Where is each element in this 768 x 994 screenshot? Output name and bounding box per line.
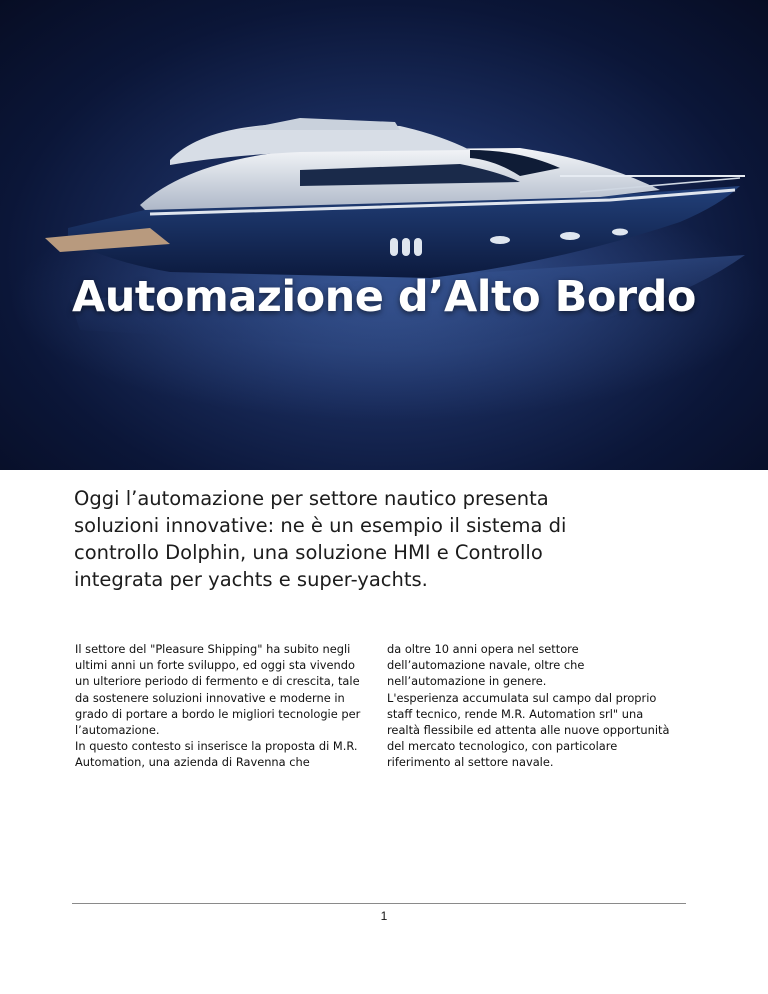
yacht-icon (0, 0, 768, 470)
body-paragraph: In questo contesto si inserisce la proposta di M.R. Automation, una azienda di Ravenna che (75, 739, 358, 770)
body-paragraph: Il settore del "Pleasure Shipping" ha subito negli ultimi anni un forte sviluppo, ed oggi sta vivendo un ulteriore periodo di fermento e di crescita, tale da sostenere soluzioni innovative e moderne in grado di portare a bordo le migliori tecnologie per l’automazione. (75, 642, 361, 738)
hero-banner (0, 0, 768, 470)
footer-divider (72, 903, 686, 904)
lead-paragraph: Oggi l’automazione per settore nautico presenta soluzioni innovative: ne è un esempio il sistema di controllo Dolphin, una soluzione HMI e Controllo integrata per yachts e super-yachts. (74, 487, 567, 591)
page-number: 1 (380, 909, 388, 923)
page-title: Automazione d’Alto Bordo (72, 272, 696, 322)
body-column-left (75, 641, 367, 771)
body-paragraph: da oltre 10 anni opera nel settore dell’automazione navale, oltre che nell’automazione in genere. (387, 642, 585, 689)
body-column-right (387, 641, 679, 771)
body-paragraph: L'esperienza accumulata sul campo dal proprio staff tecnico, rende M.R. Automation srl" una realtà flessibile ed attenta alle nuove opportunità del mercato tecnologico, con particolare riferimento al settore navale. (387, 690, 670, 770)
